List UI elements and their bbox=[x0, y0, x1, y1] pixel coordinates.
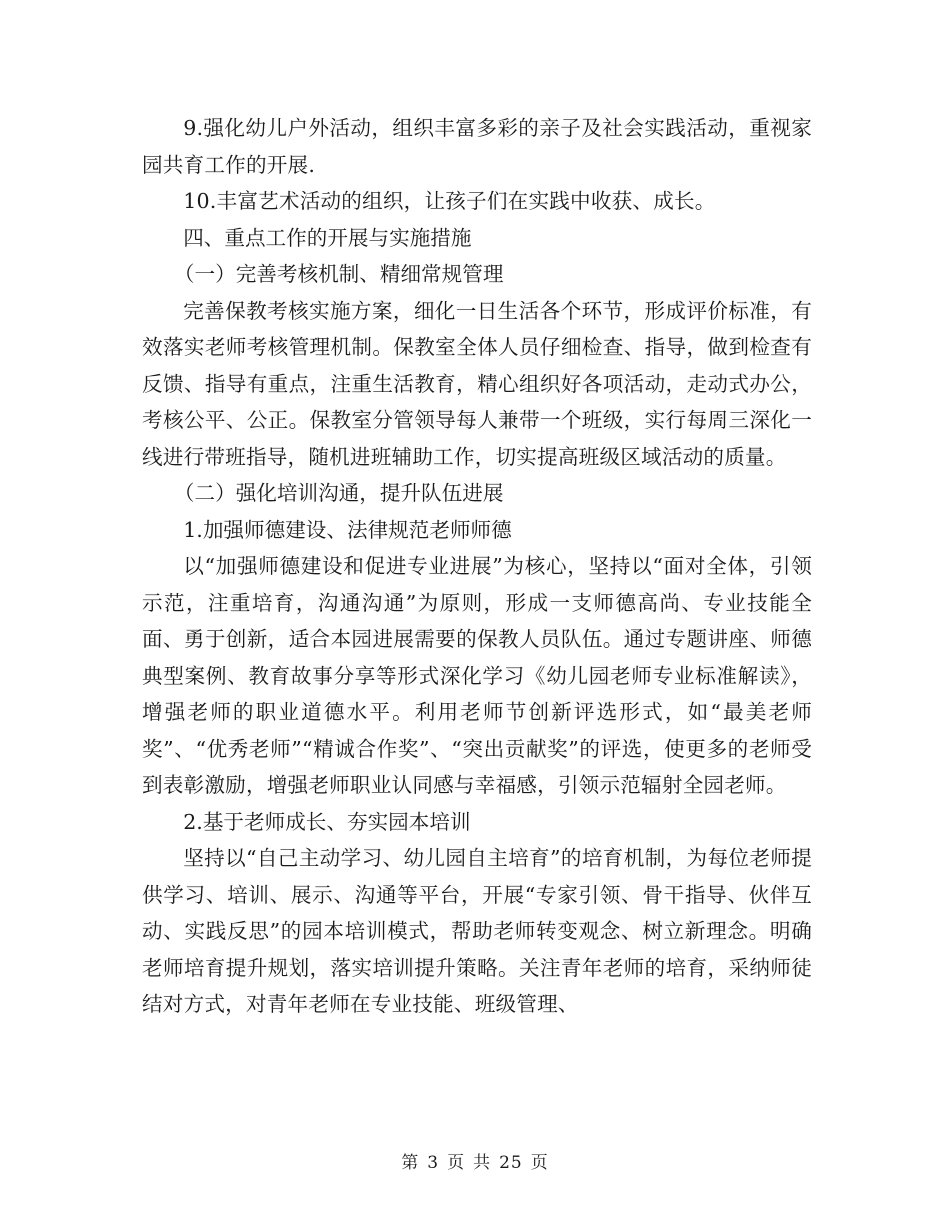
page-footer bbox=[0, 1148, 950, 1173]
paragraph-assessment: 完善保教考核实施方案，细化一日生活各个环节，形成评价标准，有效落实老师考核管理机制。保教室全体人员仔细检查、指导，做到检查有反馈、指导有重点，注重生活教育，精心组织好各项活动，走动式办公，考核公平、公正。保教室分管领导每人兼带一个班级，实行每周三深化一线进行带班指导，随机进班辅助工作，切实提高班级区域活动的质量。 bbox=[142, 298, 812, 469]
page-body bbox=[142, 110, 812, 1023]
footer-current-page: 3 bbox=[427, 1153, 440, 1173]
paragraph-training: 坚持以“自己主动学习、幼儿园自主培育”的培育机制，为每位老师提供学习、培训、展示、沟通等平台，开展“专家引领、骨干指导、伙伴互动、实践反思”的园本培训模式，帮助老师转变观念、树立新理念。明确老师培育提升规划，落实培训提升策略。关注青年老师的培育，采纳师徒结对方式，对青年老师在专业技能、班级管理、 bbox=[142, 846, 812, 1016]
subsection-heading-1: （一）完善考核机制、精细常规管理 bbox=[173, 262, 504, 286]
footer-page-label: 页 bbox=[447, 1153, 466, 1173]
item-heading-1: 1.加强师德建设、法律规范老师师德 bbox=[183, 517, 512, 542]
paragraph-item-10: 10.丰富艺术活动的组织，让孩子们在实践中收获、成长。 bbox=[183, 189, 716, 213]
footer-total-label: 共 bbox=[473, 1153, 492, 1173]
paragraph-ethics: 以“加强师德建设和促进专业进展”为核心，坚持以“面对全体，引领示范，注重培育，沟通沟通”为原则，形成一支师德高尚、专业技能全面、勇于创新，适合本园进展需要的保教人员队伍。通过专题讲座、师德典型案例、教育故事分享等形式深化学习《幼儿园老师专业标准解读》，增强老师的职业道德水平。利用老师节创新评选形式，如“最美老师奖”、“优秀老师”“精诚合作奖”、“突出贡献奖”的评选，使更多的老师受到表彰激励，增强老师职业认同感与幸福感，引领示范辐射全园老师。 bbox=[142, 554, 812, 797]
paragraph-item-9: 9.强化幼儿户外活动，组织丰富多彩的亲子及社会实践活动，重视家园共育工作的开展. bbox=[142, 116, 812, 177]
footer-suffix: 页 bbox=[530, 1153, 549, 1173]
footer-total-pages: 25 bbox=[499, 1153, 523, 1173]
section-heading-4: 四、重点工作的开展与实施措施 bbox=[183, 225, 472, 250]
footer-prefix: 第 bbox=[401, 1153, 420, 1173]
subsection-heading-2: （二）强化培训沟通，提升队伍进展 bbox=[173, 481, 504, 505]
item-heading-2: 2.基于老师成长、夯实园本培训 bbox=[183, 809, 471, 834]
